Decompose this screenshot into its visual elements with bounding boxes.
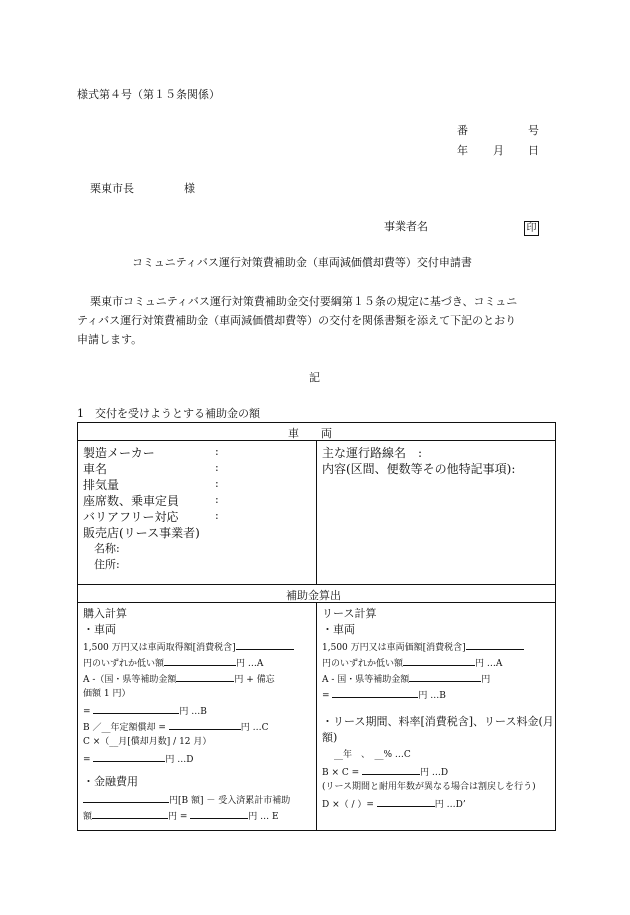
body-line-2: ティバス運行対策費補助金（車両減価償却費等）の交付を関係書類を添えて下記のとおり [77, 314, 517, 327]
purchase-line-4: 価額 1 円） [83, 689, 131, 699]
number-label-right: 号 [528, 124, 539, 137]
addressee: 栗東市長 [90, 182, 134, 195]
body-line-3: 申請します。 [77, 333, 143, 346]
addressee-suffix: 様 [184, 182, 195, 195]
lease-line-7: __年 、 __% …C [334, 750, 411, 760]
number-label-left: 番 [457, 124, 468, 137]
lease-line-5: ・リース期間、料率[消費税含]、リース料金(月 [322, 715, 554, 728]
purchase-line-5: = 円 …B [83, 702, 207, 717]
field-dealer-name: 名称: [94, 542, 120, 555]
purchase-line-1: 1,500 万円又は車両取得額[消費税含] [83, 638, 294, 653]
colon-seats: : [215, 493, 219, 506]
colon-displacement: : [215, 477, 219, 490]
body-line-1: 栗東市コミュニティバス運行対策費補助金交付要綱第１５条の規定に基づき、コミュニ [90, 295, 518, 308]
field-displacement: 排気量 [83, 478, 120, 492]
field-route: 主な運行路線名 : [322, 446, 423, 460]
field-seats: 座席数、乗車定員 [83, 494, 180, 508]
lease-line-3: A - 国・県等補助金額 円 [322, 670, 490, 685]
purchase-line-7: C ×（__月[償却月数] / 12 月） [83, 737, 212, 747]
lease-line-10: D ×（ / ）= 円 …D’ [322, 795, 466, 810]
section-1-heading: 1 交付を受けようとする補助金の額 [77, 407, 260, 420]
field-dealer-address: 住所: [94, 558, 120, 571]
applicant-label: 事業者名 [384, 220, 428, 233]
field-content: 内容(区間、便数等その他特記事項): [322, 462, 516, 476]
field-maker: 製造メーカー [83, 446, 155, 460]
lease-line-9: (リース期間と耐用年数が異なる場合は割戻しを行う) [322, 782, 536, 792]
lease-line-2: 円のいずれか低い額 円 …A [322, 654, 502, 669]
document-title: コミュニティバス運行対策費補助金（車両減価償却費等）交付申請書 [132, 256, 472, 269]
form-number: 様式第４号（第１５条関係） [77, 88, 220, 101]
vehicle-header: 車 両 [288, 427, 332, 440]
purchase-title: 購入計算 [83, 607, 127, 620]
lease-line-4: = 円 …B [322, 686, 446, 701]
colon-barrier-free: : [215, 509, 219, 522]
field-name: 車名 [83, 462, 108, 476]
date-year: 年 [457, 144, 468, 157]
field-dealer: 販売店(リース事業者) [83, 526, 200, 540]
calc-header: 補助金算出 [286, 589, 341, 602]
lease-line-8: B × C = 円 …D [322, 763, 448, 778]
lease-vehicle: ・車両 [322, 623, 355, 636]
field-barrier-free: バリアフリー対応 [83, 510, 179, 524]
seal-text: 印 [524, 221, 539, 236]
purchase-finance: ・金融費用 [83, 775, 138, 788]
lease-title: リース計算 [322, 607, 377, 620]
purchase-line-8: = 円 …D [83, 750, 194, 765]
date-month: 月 [493, 144, 504, 157]
subsidy-table [77, 422, 556, 831]
seal-stamp [524, 216, 539, 236]
lease-line-6: 額) [322, 731, 338, 744]
colon-maker: : [215, 445, 219, 458]
purchase-vehicle: ・車両 [83, 623, 116, 636]
purchase-line-6: B ／__年定額償却 = 円 …C [83, 718, 269, 733]
purchase-line-2: 円のいずれか低い額 円 …A [83, 654, 263, 669]
purchase-line-9: 円[B 額] － 受入済累計市補助 [83, 791, 290, 806]
lease-line-1: 1,500 万円又は車両価額[消費税含] [322, 638, 524, 653]
purchase-line-3: A -（国・県等補助金額 円 + 備忘 [83, 670, 275, 685]
ki-heading: 記 [309, 371, 320, 384]
purchase-line-10: 額 円 = 円 … E [83, 807, 279, 822]
colon-name: : [215, 461, 219, 474]
date-day: 日 [528, 144, 539, 157]
